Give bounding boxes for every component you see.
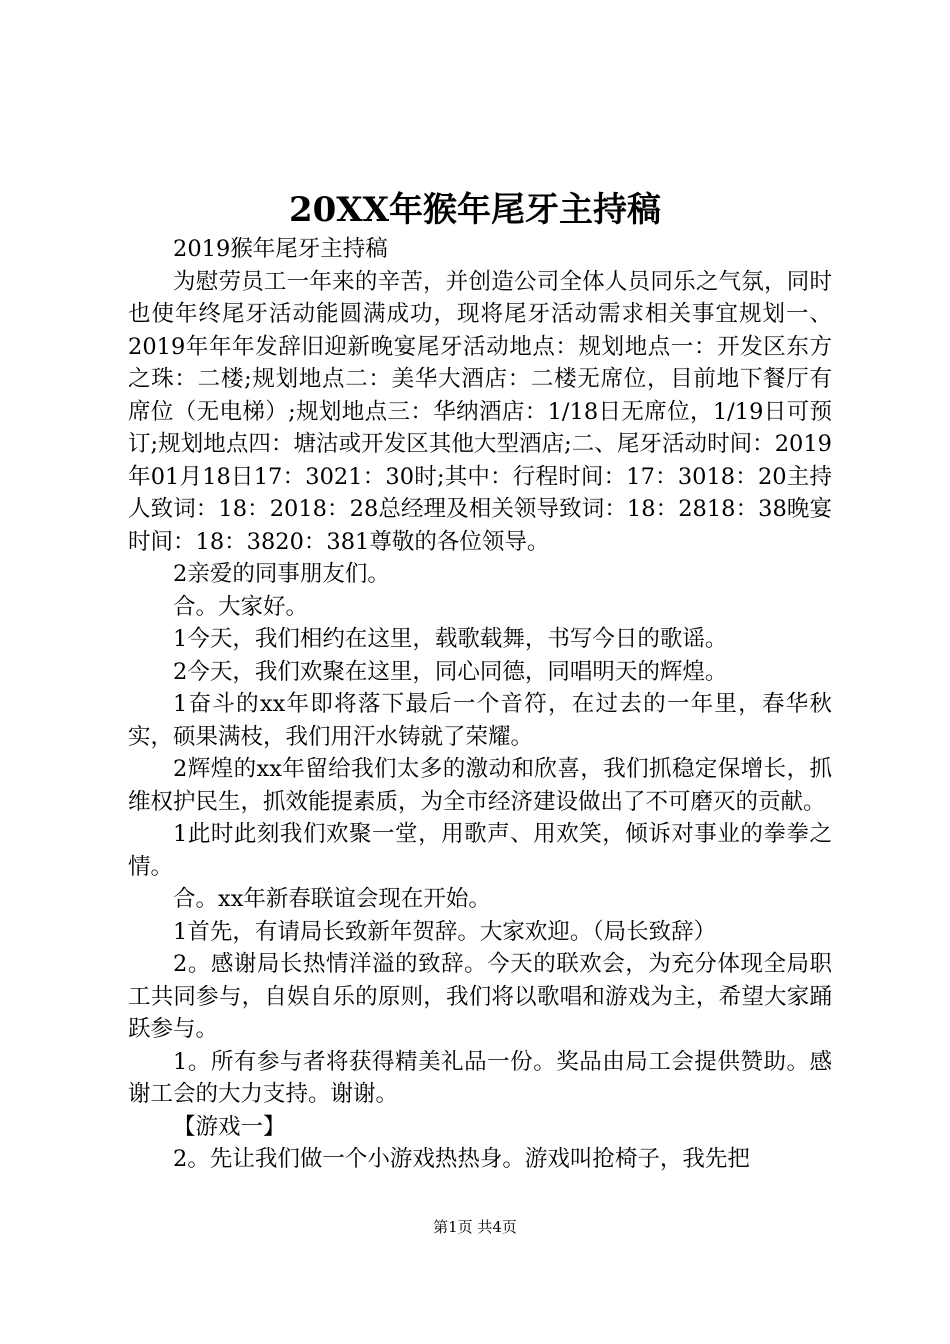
paragraph: 1首先，有请局长致新年贺辞。大家欢迎。（局长致辞）: [173, 918, 717, 945]
paragraph: 2辉煌的xx年留给我们太多的激动和欣喜，我们抓稳定保增长，抓维权护民生，抓效能提素质，为全市经济建设做出了不可磨灭的贡献。: [128, 756, 832, 815]
paragraph: 2。感谢局长热情洋溢的致辞。今天的联欢会，为充分体现全局职工共同参与，自娱自乐的原则，我们将以歌唱和游戏为主，希望大家踊跃参与。: [128, 951, 832, 1042]
paragraph: 合。大家好。: [173, 593, 309, 620]
paragraph: 2亲爱的同事朋友们。: [173, 561, 390, 587]
page-title: 20XX年猴年尾牙主持稿: [288, 190, 662, 230]
paragraph: 1今天，我们相约在这里，载歌载舞，书写今日的歌谣。: [173, 626, 728, 652]
section-heading: 【游戏一】: [173, 1113, 286, 1140]
paragraph: 2019猴年尾牙主持稿: [173, 236, 388, 262]
paragraph: 2。先让我们做一个小游戏热热身。游戏叫抢椅子，我先把: [173, 1146, 750, 1172]
document-body: [128, 233, 832, 1176]
paragraph: 1奋斗的xx年即将落下最后一个音符，在过去的一年里，春华秋实，硕果满枝，我们用汗水铸就了荣耀。: [128, 691, 832, 750]
paragraph: 1此时此刻我们欢聚一堂，用歌声、用欢笑，倾诉对事业的拳拳之情。: [128, 821, 832, 880]
page-footer: 第1页 共4页: [433, 1218, 517, 1236]
paragraph: 1。所有参与者将获得精美礼品一份。奖品由局工会提供赞助。感谢工会的大力支持。谢谢。: [128, 1048, 832, 1107]
paragraph: 合。xx年新春联谊会现在开始。: [173, 886, 491, 912]
paragraph: 为慰劳员工一年来的辛苦，并创造公司全体人员同乐之气氛，同时也使年终尾牙活动能圆满成功，现将尾牙活动需求相关事宜规划一、2019年年年发辞旧迎新晚宴尾牙活动地点：规划地点一：开发区东方之珠：二楼;规划地点二：美华大酒店：二楼无席位，目前地下餐厅有席位（无电梯）;规划地点三：华纳酒店：1/18日无席位，1/19日可预订;规划地点四：塘沽或开发区其他大型酒店;二、尾牙活动时间：2019年01月18日17：3021：30时;其中：行程时间：17：3018：20主持人致词：18：2018：28总经理及相关领导致词：18：2818：38晚宴时间：18：3820：381尊敬的各位领导。: [128, 268, 832, 555]
paragraph: 2今天，我们欢聚在这里，同心同德，同唱明天的辉煌。: [173, 658, 728, 685]
